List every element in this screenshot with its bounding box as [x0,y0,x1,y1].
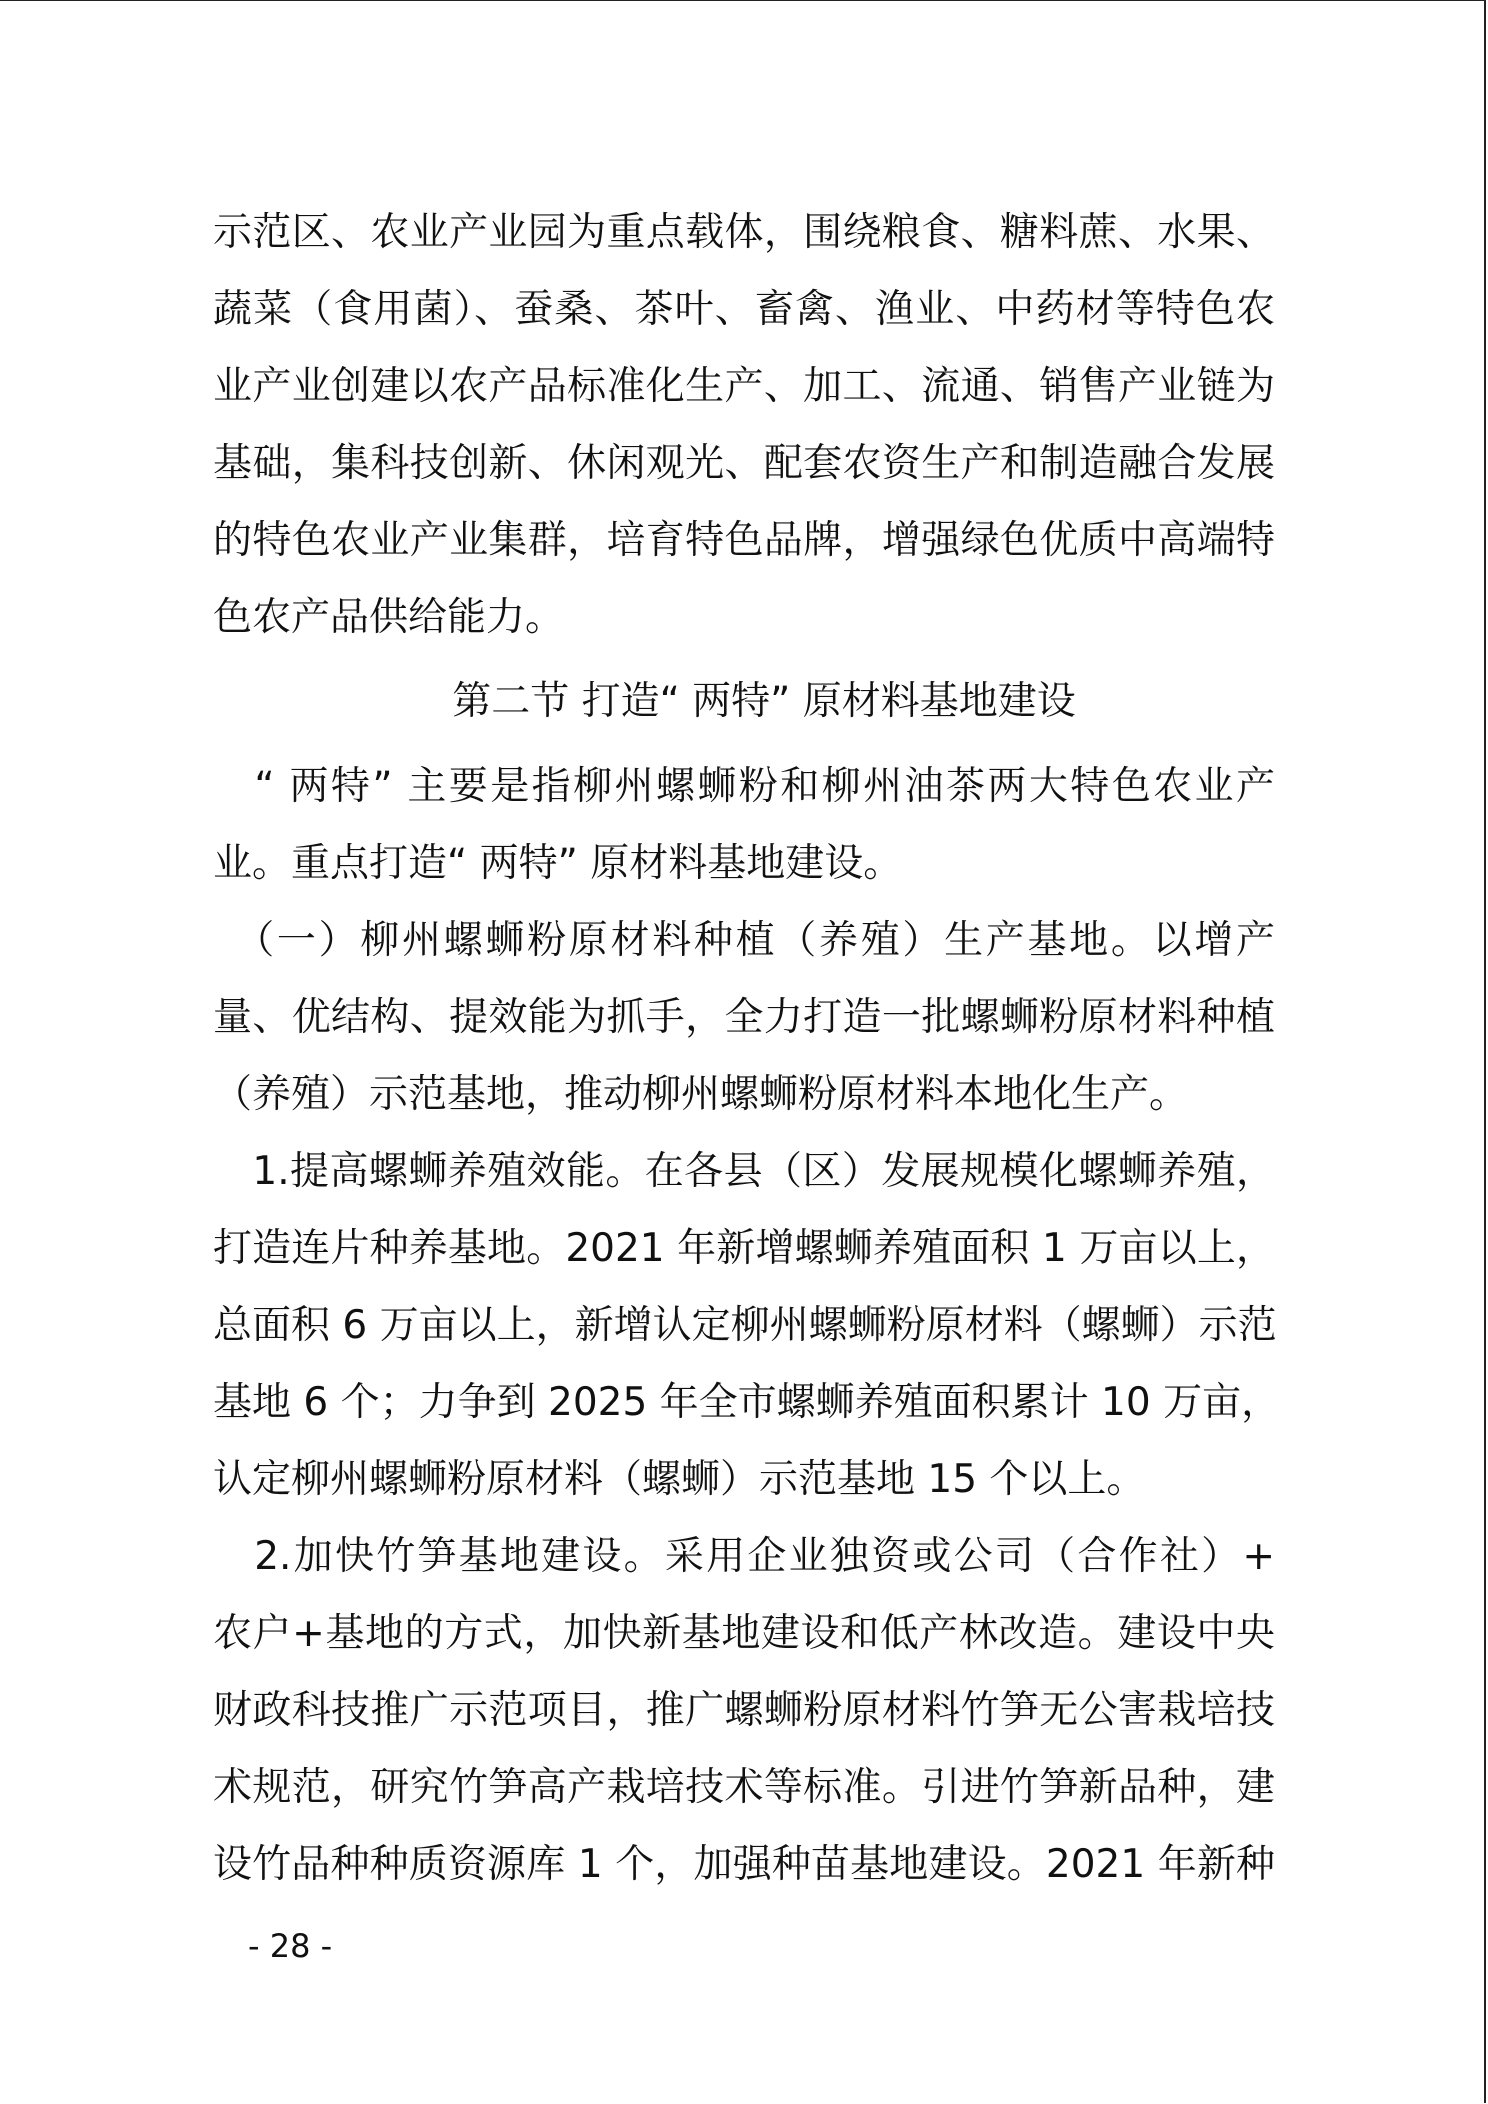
paragraph-line: 设竹品种种质资源库 1 个，加强种苗基地建设。2021 年新种 [213,1842,1275,1887]
paragraph-line: （一）柳州螺蛳粉原材料种植（养殖）生产基地。以增产 [213,918,1275,963]
paragraph-line: 打造连片种养基地。2021 年新增螺蛳养殖面积 1 万亩以上， [213,1226,1275,1271]
paragraph-line: 业产业创建以农产品标准化生产、加工、流通、销售产业链为 [213,364,1275,409]
paragraph-line: 基地 6 个；力争到 2025 年全市螺蛳养殖面积累计 10 万亩， [213,1380,1281,1425]
document-body [213,194,1281,1903]
paragraph-line: 色农产品供给能力。 [213,595,565,640]
paragraph-line: 认定柳州螺蛳粉原材料（螺蛳）示范基地 15 个以上。 [213,1457,1146,1502]
paragraph-line: 示范区、农业产业园为重点载体，围绕粮食、糖料蔗、水果、 [213,210,1275,255]
paragraph-line: 量、优结构、提效能为抓手，全力打造一批螺蛳粉原材料种植 [213,995,1275,1040]
paragraph-line: 农户+基地的方式，加快新基地建设和低产林改造。建设中央 [213,1611,1275,1656]
paragraph-line: 财政科技推广示范项目，推广螺蛳粉原材料竹笋无公害栽培技 [213,1688,1275,1733]
section-heading: 第二节 打造“ 两特” 原材料基地建设 [452,679,1076,724]
paragraph-line: 基础，集科技创新、休闲观光、配套农资生产和制造融合发展 [213,441,1275,486]
paragraph-line: 1.提高螺蛳养殖效能。在各县（区）发展规模化螺蛳养殖， [213,1149,1275,1194]
paragraph-line: 术规范，研究竹笋高产栽培技术等标准。引进竹笋新品种，建 [213,1765,1275,1810]
paragraph-line: 2.加快竹笋基地建设。采用企业独资或公司（合作社）+ [213,1534,1275,1579]
paragraph-line: （养殖）示范基地，推动柳州螺蛳粉原材料本地化生产。 [213,1072,1189,1117]
paragraph-line: “ 两特” 主要是指柳州螺蛳粉和柳州油茶两大特色农业产 [213,764,1275,809]
paragraph-line: 总面积 6 万亩以上，新增认定柳州螺蛳粉原材料（螺蛳）示范 [213,1303,1277,1348]
paragraph-line: 蔬菜（食用菌）、蚕桑、茶叶、畜禽、渔业、中药材等特色农 [213,287,1275,332]
paragraph-line: 的特色农业产业集群，培育特色品牌，增强绿色优质中高端特 [213,518,1275,563]
paragraph-line: 业。重点打造“ 两特” 原材料基地建设。 [213,841,903,886]
page-number: - 28 - [248,1927,333,1965]
